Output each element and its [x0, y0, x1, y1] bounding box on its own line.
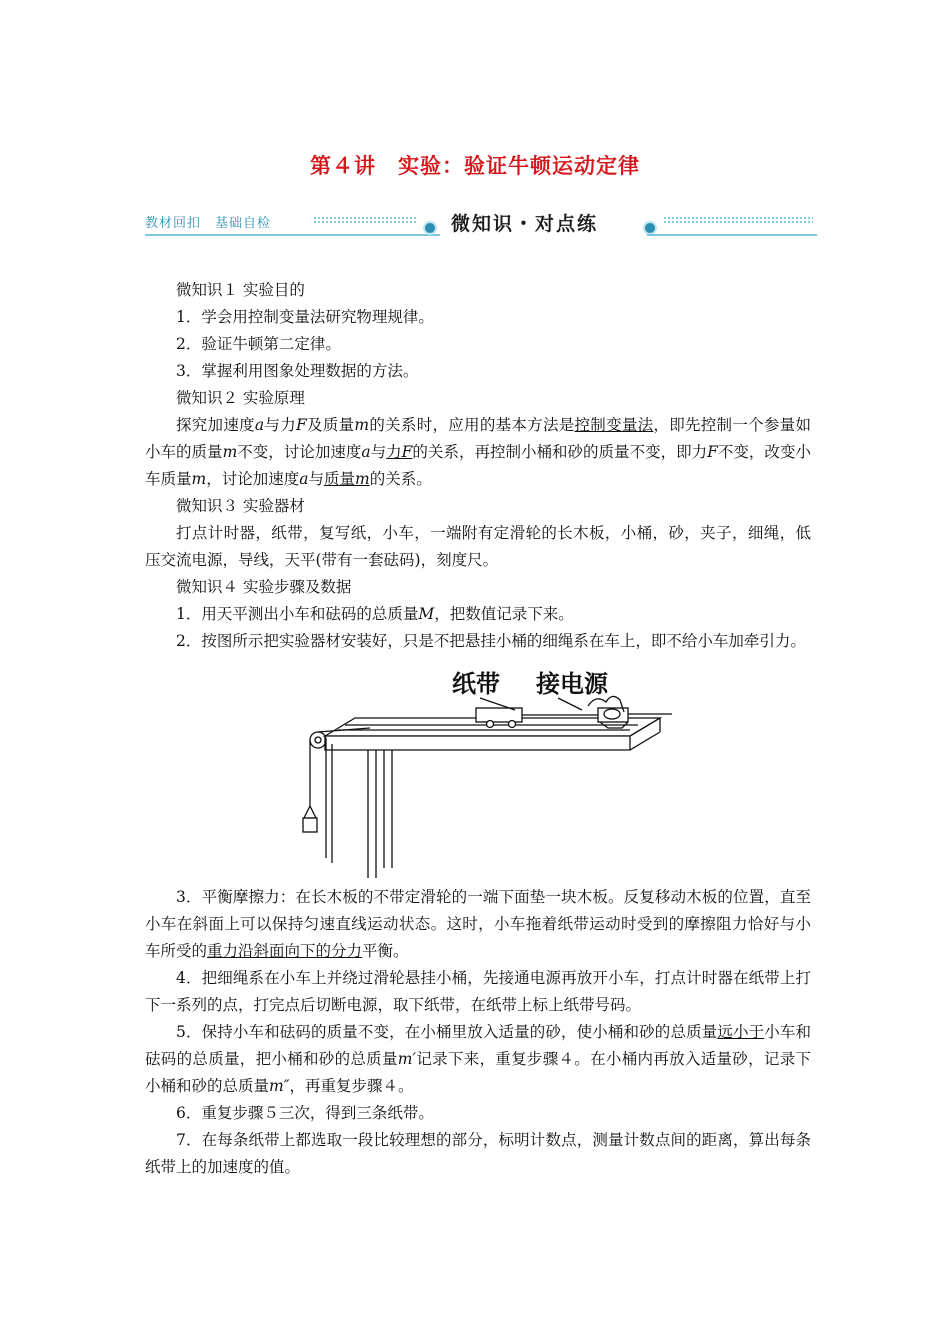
document-body	[145, 277, 811, 1181]
section-heading: 微知识２ 实验原理	[176, 389, 305, 407]
principle-paragraph: 探究加速度a与力F及质量m的关系时，应用的基本方法是控制变量法，即先控制一个参量如小车的质量m不变，讨论加速度a与力F的关系，再控制小桶和砂的质量不变，即力F不变，改变小车质量m，讨论加速度a与质量m的关系。	[145, 416, 811, 488]
banner-left-label: 教材回扣 基础自检	[145, 216, 272, 231]
underlined-answer: 质量m	[324, 470, 370, 488]
underlined-answer: 力F	[386, 443, 413, 461]
banner-underline-right	[647, 234, 817, 236]
section-heading: 微知识１ 实验目的	[176, 281, 305, 299]
label-power: 接电源	[536, 670, 608, 698]
step-item: 4．把细绳系在小车上并绕过滑轮悬挂小桶，先接通电源再放开小车，打点计时器在纸带上打下一系列的点，打完点后切断电源，取下纸带，在纸带上标上纸带号码。	[145, 969, 811, 1014]
label-tape: 纸带	[452, 670, 500, 698]
banner-bullet-left-icon	[423, 221, 437, 235]
section-heading: 微知识４ 实验步骤及数据	[176, 578, 352, 596]
banner-underline-left	[145, 234, 440, 236]
underlined-answer: 远小于	[717, 1023, 765, 1041]
step-item: 1．用天平测出小车和砝码的总质量M，把数值记录下来。	[176, 605, 574, 623]
apparatus-diagram	[300, 658, 680, 880]
section-heading: 微知识３ 实验器材	[176, 497, 305, 515]
banner-center-label: 微知识・对点练	[451, 213, 599, 235]
section-banner	[145, 207, 817, 241]
underlined-answer: 控制变量法	[574, 416, 654, 434]
step-item: 3．平衡摩擦力：在长木板的不带定滑轮的一端下面垫一块木板。反复移动木板的位置，直至小车在斜面上可以保持匀速直线运动状态。这时，小车拖着纸带运动时受到的摩擦阻力恰好与小车所受的重力沿斜面向下的分力平衡。	[145, 888, 811, 960]
underlined-answer: 重力沿斜面向下的分力	[207, 942, 363, 960]
list-item: 3．掌握利用图象处理数据的方法。	[176, 362, 419, 380]
banner-dots-left	[313, 216, 418, 223]
step-item: 2．按图所示把实验器材安装好，只是不把悬挂小桶的细绳系在车上，即不给小车加牵引力。	[176, 632, 806, 650]
step-item: 5．保持小车和砝码的质量不变，在小桶里放入适量的砂，使小桶和砂的总质量远小于小车和砝码的总质量，把小桶和砂的总质量m′记录下来，重复步骤４。在小桶内再放入适量砂，记录下小桶和砂的总质量m″，再重复步骤４。	[145, 1023, 811, 1095]
step-item: 6．重复步骤５三次，得到三条纸带。	[176, 1104, 434, 1122]
list-item: 2．验证牛顿第二定律。	[176, 335, 341, 353]
step-item: 7．在每条纸带上都选取一段比较理想的部分，标明计数点，测量计数点间的距离，算出每条纸带上的加速度的值。	[145, 1131, 811, 1176]
banner-bullet-right-icon	[643, 221, 657, 235]
banner-dots-right	[663, 216, 813, 223]
list-item: 1．学会用控制变量法研究物理规律。	[176, 308, 434, 326]
equipment-paragraph: 打点计时器，纸带，复写纸，小车，一端附有定滑轮的长木板，小桶，砂，夹子，细绳，低压交流电源，导线，天平(带有一套砝码)，刻度尺。	[145, 524, 811, 569]
apparatus-figure	[145, 658, 811, 880]
page-title: 第４讲 实验：验证牛顿运动定律	[310, 154, 640, 178]
